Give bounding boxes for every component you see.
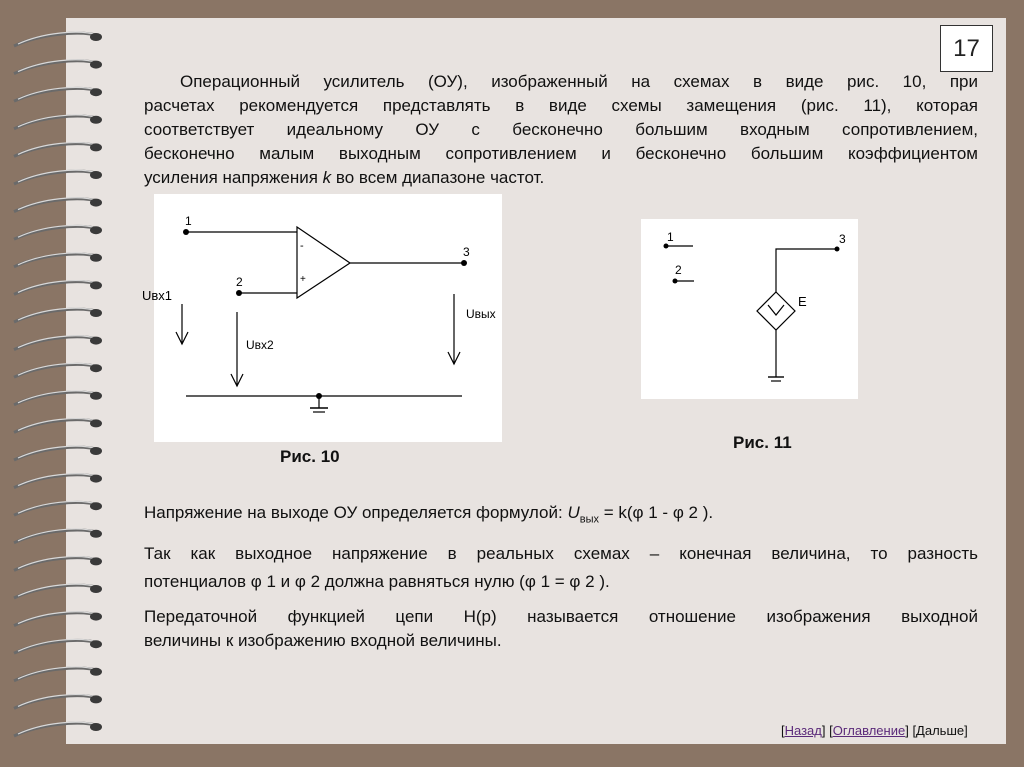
eq-node-3-dot (835, 247, 840, 252)
paragraph-2-line-1: Так как выходное напряжение в реальных схемах – конечная величина, то разность (144, 544, 978, 563)
node-2-label: 2 (236, 275, 243, 289)
page-number: 17 (940, 25, 993, 72)
formula-intro: Напряжение на выходе ОУ определяется формулой: (144, 503, 568, 522)
spiral-hole (90, 530, 102, 538)
plus-sign: + (300, 274, 306, 285)
spiral-hole (90, 364, 102, 372)
intro-line-4: бесконечно малым выходным сопротивлением и бесконечно большим коэффициентом (144, 144, 978, 163)
k-symbol: k (322, 168, 332, 187)
spiral-ring (14, 199, 100, 212)
spiral-ring (14, 640, 100, 653)
figure-11-equivalent (641, 219, 858, 399)
nav-bracket-2: ] [ (821, 723, 833, 738)
spiral-hole (90, 254, 102, 262)
spiral-hole (90, 723, 102, 731)
spiral-hole (90, 143, 102, 151)
minus-sign: - (300, 240, 304, 252)
spiral-ring (14, 144, 100, 157)
u-out-label: Uвых (466, 307, 496, 321)
spiral-hole (90, 419, 102, 427)
spiral-hole (90, 502, 102, 510)
paragraph-3-line-1: Передаточной функцией цепи H(p) называется отношение изображения выходной (144, 607, 978, 626)
paragraph-3 (144, 605, 978, 653)
spiral-hole (90, 171, 102, 179)
spiral-hole (90, 695, 102, 703)
spiral-hole (90, 557, 102, 565)
intro-line-5-a: усиления напряжения (144, 168, 323, 187)
intro-line-1: Операционный усилитель (ОУ), изображенный на схемах в виде рис. 10, при (180, 72, 978, 91)
spiral-ring (14, 61, 100, 74)
spiral-hole (90, 475, 102, 483)
spiral-ring (14, 171, 100, 184)
spiral-hole (90, 309, 102, 317)
node-1-label: 1 (185, 214, 192, 228)
spiral-ring (14, 558, 100, 571)
spiral-ring (14, 502, 100, 515)
dependent-source-diamond (757, 292, 795, 330)
formula-line (144, 501, 978, 531)
spiral-ring (14, 282, 100, 295)
spiral-hole (90, 447, 102, 455)
spiral-ring (14, 613, 100, 626)
spiral-hole (90, 640, 102, 648)
spiral-ring (14, 226, 100, 239)
paragraph-3-line-2: величины к изображению входной величины. (144, 631, 502, 650)
spiral-ring (14, 447, 100, 460)
figure-10-opamp (142, 194, 502, 442)
spiral-hole (90, 88, 102, 96)
nav-bracket-3: ] (905, 723, 913, 738)
u-in2-label: Uвх2 (246, 338, 274, 352)
page-navigation (781, 723, 968, 738)
spiral-ring (14, 696, 100, 709)
spiral-ring (14, 585, 100, 598)
spiral-ring (14, 475, 100, 488)
intro-paragraph (144, 70, 978, 190)
spiral-ring (14, 420, 100, 433)
spiral-hole (90, 33, 102, 41)
paragraph-2 (144, 540, 978, 596)
spiral-ring (14, 88, 100, 101)
intro-line-5 (144, 166, 978, 190)
spiral-hole (90, 199, 102, 207)
spiral-ring (14, 116, 100, 129)
nav-contents-link[interactable]: Оглавление (832, 723, 906, 738)
spiral-ring (14, 668, 100, 681)
nav-next[interactable]: [Дальше] (912, 723, 968, 738)
intro-line-5-b: во всем диапазоне частот. (331, 168, 545, 187)
nav-back-link[interactable]: Назад (784, 723, 822, 738)
formula-u: U (567, 503, 580, 522)
spiral-hole (90, 585, 102, 593)
spiral-ring (14, 364, 100, 377)
spiral-ring (14, 309, 100, 322)
spiral-hole (90, 337, 102, 345)
spiral-ring (14, 723, 100, 736)
opamp-triangle (297, 227, 350, 298)
formula-u-sub: вых (579, 513, 599, 526)
intro-line-3: соответствует идеальному ОУ с бесконечно большим входным сопротивлением, (144, 120, 978, 139)
spiral-hole (90, 116, 102, 124)
spiral-ring (14, 254, 100, 267)
figure-11-caption: Рис. 11 (733, 433, 792, 452)
eq-source-wire-top (776, 249, 837, 292)
spiral-hole (90, 613, 102, 621)
spiral-hole (90, 61, 102, 69)
spiral-hole (90, 226, 102, 234)
spiral-hole (90, 392, 102, 400)
nav-bracket-1: [ (781, 723, 785, 738)
spiral-ring (14, 337, 100, 350)
spiral-hole (90, 668, 102, 676)
eq-node-3-label: 3 (839, 232, 846, 246)
eq-node-2-label: 2 (675, 263, 682, 277)
figure-10-caption: Рис. 10 (280, 447, 340, 466)
source-e-label: E (798, 294, 807, 309)
node-3-dot (461, 260, 467, 266)
spiral-ring (14, 530, 100, 543)
formula-rest: = k(φ 1 - φ 2 ). (598, 503, 714, 522)
intro-line-2: расчетах рекомендуется представлять в виде схемы замещения (рис. 11), которая (144, 96, 978, 115)
paragraph-2-line-2: потенциалов φ 1 и φ 2 должна равняться нулю (φ 1 = φ 2 ). (144, 572, 610, 591)
spiral-ring (14, 33, 100, 46)
spiral-binding (0, 0, 120, 767)
u-in1-label: Uвх1 (142, 288, 173, 303)
eq-node-1-label: 1 (667, 230, 674, 244)
spiral-hole (90, 281, 102, 289)
node-3-label: 3 (463, 245, 470, 259)
spiral-ring (14, 392, 100, 405)
